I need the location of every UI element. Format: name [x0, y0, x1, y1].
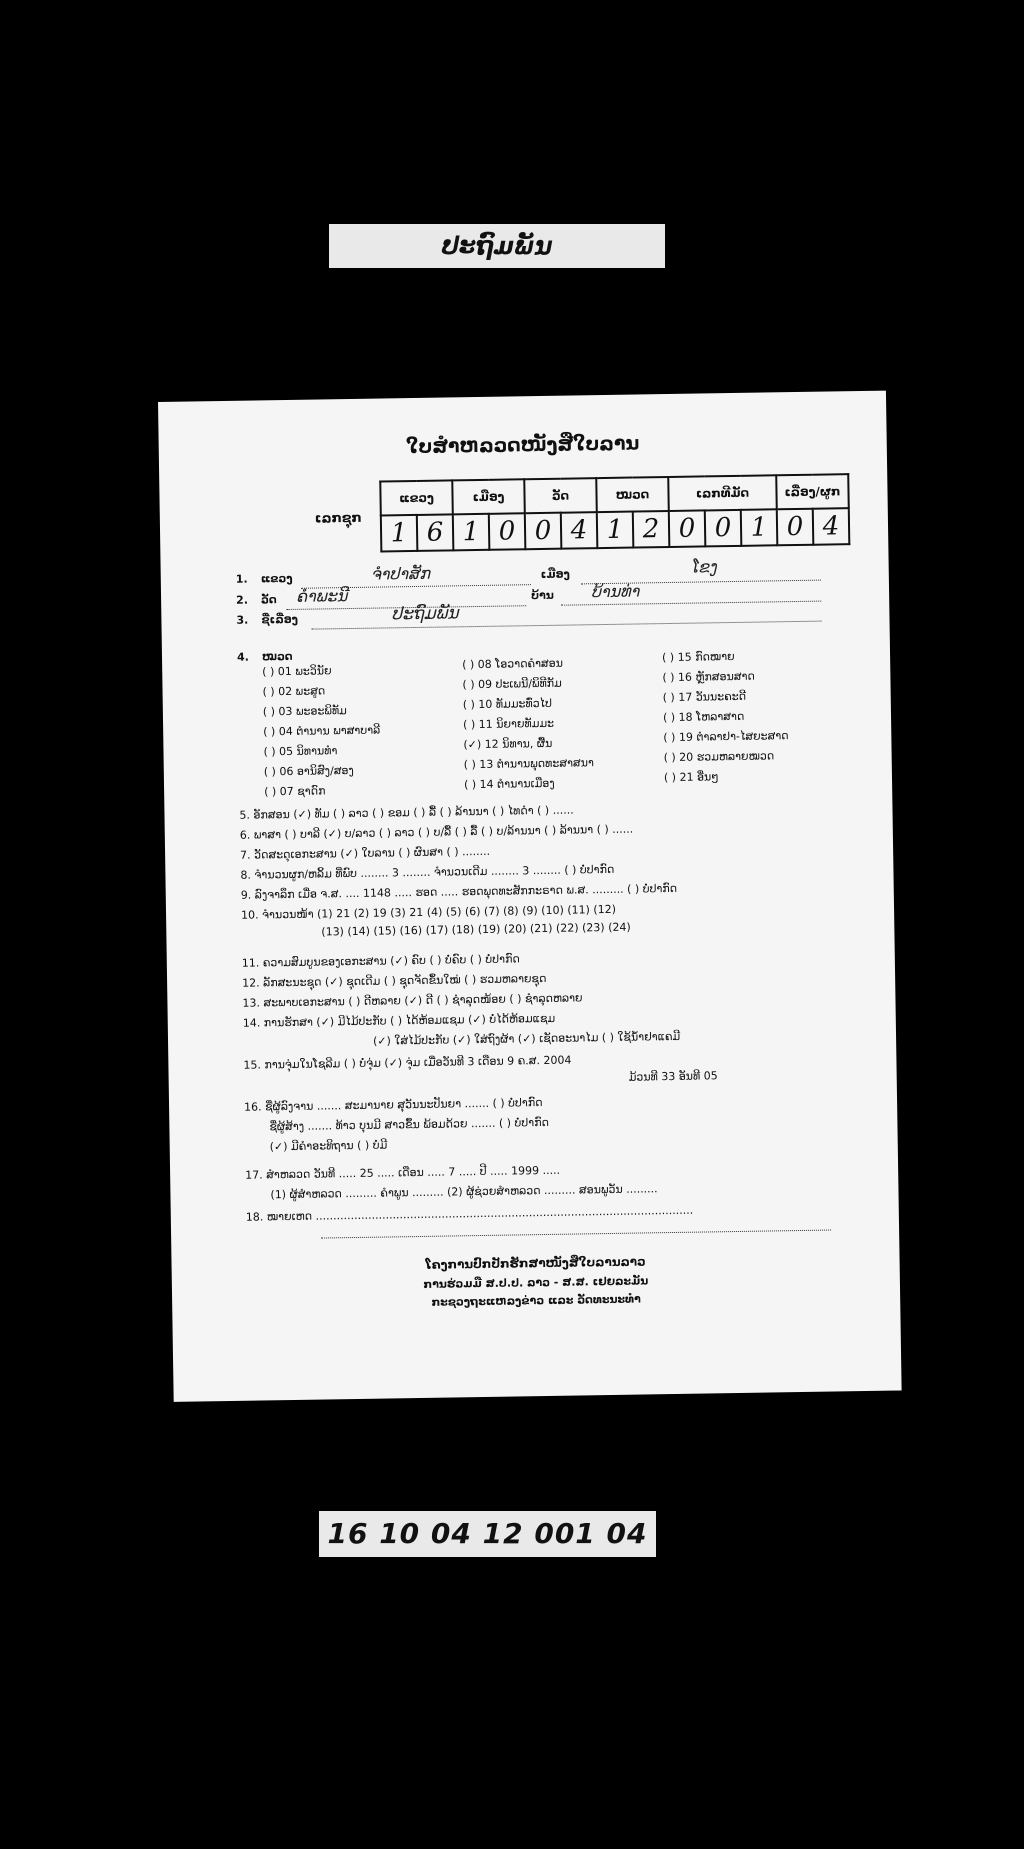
field-label: ເມືອງ — [540, 567, 570, 582]
survey-date-row: 17. ສຳຫລວດ ວັນທີ ..... 25 ..... ເດືອນ ..... 7 ..... ປີ ..... 1999 ..... — [245, 1163, 561, 1182]
code-header: ເລື່ອງ/ຜູກ — [776, 474, 849, 509]
code-digit: 0 — [669, 510, 706, 547]
code-digit: 1 — [597, 512, 634, 549]
row-number: 1. — [235, 572, 248, 586]
survey-form-sheet — [158, 391, 902, 1402]
category-option: ( ) 09 ປະເພນີ/ພິທີກັມ — [462, 676, 562, 692]
code-digit: 4 — [813, 508, 850, 545]
code-header: ແຂວງ — [380, 480, 453, 515]
row-number: 3. — [236, 613, 249, 627]
code-digit: 0 — [489, 513, 526, 550]
handwritten-value: ຈຳປາສັກ — [370, 563, 431, 584]
code-header: ວັດ — [524, 478, 597, 513]
category-option: ( ) 04 ຕຳນານ ພາສາບາລີ — [263, 723, 381, 739]
surveyors-row: (1) ຜູ້ສຳຫລວດ ......... ຄຳພູນ ......... (2) ຜູ້ຊ່ວຍສຳຫລວດ ......... ສອນພູວັນ ......... — [270, 1182, 658, 1202]
language-row: 6. ພາສາ ( ) ບາລີ (✓) ບ/ລາວ ( ) ລາວ ( ) ບ/ລື້ ( ) ລື້ ( ) ບ/ລ້ານນາ ( ) ລ້ານນາ ( ) ...... — [239, 822, 634, 842]
page-count-row-2: (13) (14) (15) (16) (17) (18) (19) (20) (21) (22) (23) (24) — [321, 920, 631, 939]
page-count-row: 10. ຈຳນວນໜ້າ (1) 21 (2) 19 (3) 21 (4) (5) (6) (7) (8) (9) (10) (11) (12) — [240, 902, 617, 922]
code-digit: 0 — [705, 510, 742, 547]
category-option: ( ) 18 ໂຫລາສາດ — [662, 709, 745, 725]
footer-ministry: ກະຊວງຖະແຫລງຂ່າວ ແລະ ວັດທະນະທຳ — [431, 1292, 641, 1309]
condition-row: 13. ສະພາບເອກະສານ ( ) ດີຫລາຍ (✓) ດີ ( ) ຊຳລຸດໜ້ອຍ ( ) ຊຳລຸດຫລາຍ — [242, 991, 583, 1010]
handwritten-value: ຄຳພະນີ — [295, 586, 348, 606]
field-label: ໝວດ — [261, 649, 293, 664]
wish-row: (✓) ມີຄຳອະທິຖານ ( ) ບໍ່ມີ — [269, 1138, 388, 1154]
category-option: ( ) 08 ໂອວາດຄຳສອນ — [462, 656, 564, 672]
code-label: ເລກຊຸກ — [314, 510, 362, 527]
count-row: 8. ຈຳນວນຜູກ/ຫລິ້ມ ທີ່ພົບ ........ 3 ........ ຈຳນວນເດີມ ........ 3 ........ ( ) ບໍ່ປາກົດ — [240, 862, 615, 882]
fumigation-row: 15. ການຈຸ່ມໃນໂຊລີມ ( ) ບໍ່ຈຸ່ມ (✓) ຈຸ່ມ ເມື່ອວັນທີ 3 ເດືອນ 9 ຄ.ສ. 2004 — [243, 1053, 572, 1072]
category-option: ( ) 17 ວັນນະຄະດີ — [662, 689, 747, 705]
category-option: (✓) 12 ນິທານ, ຜື້ນ — [463, 736, 553, 752]
script-row: 5. ອັກສອນ (✓) ທັມ ( ) ລາວ ( ) ຂອມ ( ) ລື້ ( ) ລ້ານນາ ( ) ໄທດຳ ( ) ...... — [239, 803, 574, 822]
field-label: ແຂວງ — [260, 571, 293, 586]
handwritten-value: ໂຂງ — [690, 557, 717, 577]
field-label: ຊື່ເລື່ອງ — [261, 612, 299, 627]
code-digit: 0 — [525, 513, 562, 550]
inscription-date-row: 9. ລົງຈາລຶກ ເມື່ອ ຈ.ສ. .... 1148 ..... ຮອດ ..... ຮອດພຸດທະສັກກະຣາດ ພ.ສ. ......... ( ) ບໍ່ປາກົດ — [240, 881, 678, 902]
code-digit: 1 — [741, 509, 778, 546]
title-label-card: ປະຖົມພັນ — [329, 224, 665, 268]
reference-number-card: 16 10 04 12 001 04 — [319, 1511, 656, 1557]
donor-row: ຊື່ຜູ້ສ້າງ ....... ທ້າວ ບຸນມີ ສາວຂຶ້ນ ພ້ອມດ້ວຍ ....... ( ) ບໍ່ປາກົດ — [269, 1115, 550, 1134]
category-option: ( ) 16 ຫຼັກສອນສາດ — [662, 669, 755, 685]
code-table — [379, 473, 850, 552]
category-option: ( ) 03 ພະອະພິທັມ — [262, 704, 347, 719]
handwritten-value: ບ້ານທ່າ — [590, 581, 640, 602]
category-option: ( ) 07 ຊາດົກ — [264, 784, 326, 799]
category-option: ( ) 13 ຕຳນານພຸດທະສາສນາ — [463, 756, 594, 772]
footer-cooperation: ການຮ່ວມມື ສ.ປ.ປ. ລາວ - ສ.ສ. ເຢຍລະມັນ — [423, 1274, 649, 1291]
category-column-3 — [662, 646, 789, 788]
category-option: ( ) 20 ຮວມຫລາຍໝວດ — [663, 749, 775, 765]
form-title: ໃບສຳຫລວດໜັງສືໃບລານ — [405, 432, 640, 459]
footer-project: ໂຄງການປົກປັກຮັກສາໜັງສືໃບລານລາວ — [425, 1254, 646, 1272]
category-option: ( ) 01 ພະວິນັຍ — [262, 664, 332, 679]
category-option: ( ) 21 ອື່ນໆ — [663, 770, 719, 785]
category-option: ( ) 05 ນິທານທຳ — [263, 744, 338, 759]
code-digit: 6 — [417, 514, 454, 551]
code-header: ເມືອງ — [452, 479, 525, 514]
category-option: ( ) 06 ອານິສົງ/ສອງ — [263, 763, 354, 779]
field-label: ບ້ານ — [530, 588, 554, 603]
category-option: ( ) 15 ກົດໝາຍ — [661, 649, 735, 665]
category-option: ( ) 11 ນິຍາຍທັມມະ — [463, 716, 555, 732]
remarks-row: 18. ໝາຍເຫດ ............................................................................................................ — [245, 1203, 694, 1224]
preservation-row: 14. ການຮັກສາ (✓) ມີໄມ້ປະກັບ ( ) ໄດ້ຫ້ອມແຊມ (✓) ບໍ່ໄດ້ຫ້ອມແຊມ — [242, 1011, 556, 1030]
category-option: ( ) 19 ຕຳລາຢາ-ໄສຍະສາດ — [663, 729, 789, 745]
code-digit: 1 — [381, 515, 418, 552]
code-digit: 0 — [777, 509, 814, 546]
scribe-row: 16. ຊື່ຜູ້ລົງຈານ ....... ສະມານາຍ ສຸວັນນະປັນຍາ ....... ( ) ບໍ່ປາກົດ — [243, 1096, 543, 1114]
code-header: ເລກທີມັດ — [668, 475, 777, 511]
handwritten-value: ປະຖົມພັນ — [391, 603, 459, 625]
code-digit: 1 — [453, 514, 490, 551]
set-type-row: 12. ລັກສະນະຊຸດ (✓) ຊຸດເດີມ ( ) ຊຸດຈັດຂຶ້ນໃໝ່ ( ) ຮວມຫລາຍຊຸດ — [242, 971, 547, 990]
code-digit: 4 — [561, 512, 598, 549]
category-column-1 — [262, 661, 381, 803]
category-column-2 — [462, 653, 594, 795]
completeness-row: 11. ຄວາມສົມບູນຂອງເອກະສານ (✓) ຄົບ ( ) ບໍ່ຄົບ ( ) ບໍ່ປາກົດ — [241, 952, 520, 970]
row-number: 4. — [236, 650, 249, 664]
category-option: ( ) 10 ທັມມະທົ່ວໄປ — [462, 696, 553, 712]
microfilm-row: ມ້ວນທີ 33 ອັນທີ 05 — [628, 1069, 718, 1084]
row-number: 2. — [236, 593, 249, 607]
category-option: ( ) 14 ຕຳນານເມືອງ — [463, 776, 555, 792]
category-option: ( ) 02 ພະສູດ — [262, 684, 326, 699]
field-label: ວັດ — [261, 593, 277, 607]
preservation-row-2: (✓) ໃສ່ໄມ້ປະກັບ (✓) ໃສ່ຖົງຜ້າ (✓) ເຊັດອະນາໄມ ( ) ໃຊ້ນ້ຳຢາແຄມີ — [372, 1029, 681, 1048]
material-row: 7. ວັດສະດຸເອກະສານ (✓) ໃບລານ ( ) ຜົນສາ ( ) ........ — [240, 844, 491, 862]
code-header: ໝວດ — [596, 477, 669, 512]
code-digit: 2 — [633, 511, 670, 548]
